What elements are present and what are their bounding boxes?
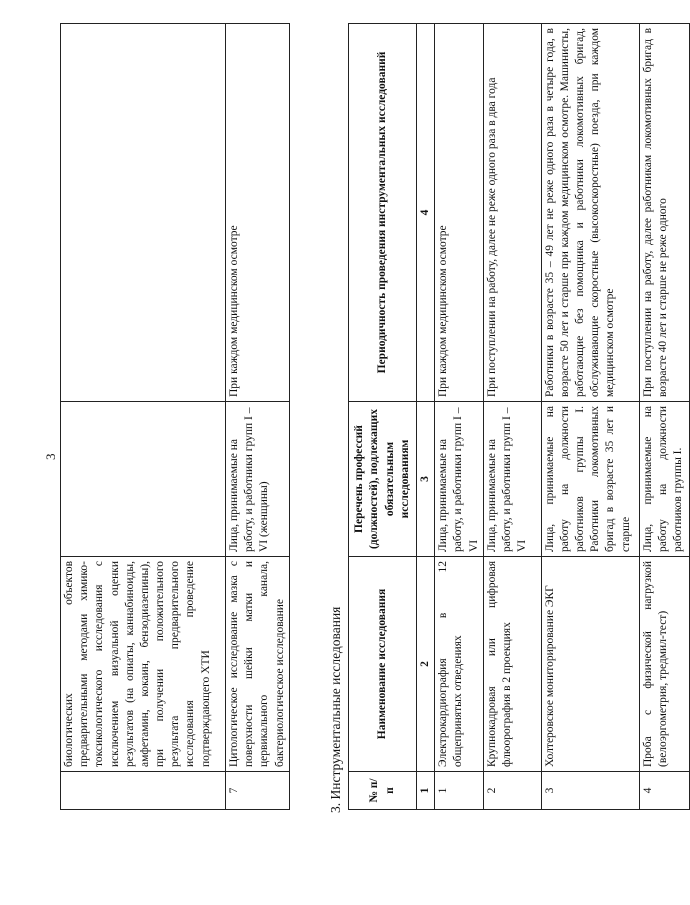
table-row xyxy=(61,24,226,810)
table-row xyxy=(226,24,290,810)
table-row xyxy=(483,24,541,810)
periodicity: При поступлении на работу, далее не реже одного раза в два года xyxy=(483,24,541,402)
column-number-row xyxy=(417,24,435,810)
row-number: 4 xyxy=(639,772,689,810)
col-number: 2 xyxy=(417,557,435,772)
section-title: 3. Инструментальные исследования xyxy=(328,606,343,813)
periodicity: При каждом медицинском осмотре xyxy=(435,24,484,402)
persons-list: Лица, принимаемые на работу, и работники групп I – VI (женщины) xyxy=(226,402,290,557)
study-name: Цитологическое исследование мазка с поверхности шейки матки и цервикального канала, бактериологическое исследование xyxy=(226,557,290,772)
header-persons: Перечень профессий (должностей), подлежащих обязательным исследованиям xyxy=(349,402,417,557)
row-number: 1 xyxy=(435,772,484,810)
periodicity: Работники в возрасте 35 – 49 лет не реже одного раза в четыре года, в возрасте 50 лет и старше при каждом медицинском осмотре. Машинисты, работающие без помощника и работники локомотивных бригад, обслуживающие скоростные (высокоскоростные) поезда, при каждом медицинском осмотре xyxy=(541,24,639,402)
persons-list xyxy=(61,402,226,557)
periodicity xyxy=(61,24,226,402)
header-row xyxy=(349,24,417,810)
table-row xyxy=(639,24,689,810)
instrumental-studies-table xyxy=(348,23,690,810)
row-number: 7 xyxy=(226,772,290,810)
row-number xyxy=(61,772,226,810)
persons-list: Лица, принимаемые на работу на должности работников группы I. xyxy=(639,402,689,557)
page-number: 3 xyxy=(43,453,58,460)
persons-list: Лица, принимаемые на работу, и работники групп I – VI xyxy=(435,402,484,557)
study-name: Крупнокадровая или цифровая флюорография в 2 проекциях xyxy=(483,557,541,772)
header-num: № п/п xyxy=(349,772,417,810)
header-name: Наименование исследования xyxy=(349,557,417,772)
study-name: биологических объектов предварительными методами химико-токсикологического исследования с исключением визуальной оценки результатов (на опиаты, каннабиноиды, амфетамин, кокаин, бензодиазепины), при получении положительного результата предварительного исследования проведение подтверждающего ХТИ xyxy=(61,557,226,772)
col-number: 1 xyxy=(417,772,435,810)
col-number: 3 xyxy=(417,402,435,557)
periodicity: При каждом медицинском осмотре xyxy=(226,24,290,402)
table-row xyxy=(541,24,639,810)
periodicity: При поступлении на работу, далее работникам локомотивных бригад в возрасте 40 лет и старше не реже одного xyxy=(639,24,689,402)
study-name: Электрокардиография в 12 общепринятых отведениях xyxy=(435,557,484,772)
header-period: Периодичность проведения инструментальных исследований xyxy=(349,24,417,402)
study-name: Проба с физической нагрузкой (велоэргометрия, тредмил-тест) xyxy=(639,557,689,772)
study-name: Холтеровское мониторирование ЭКГ xyxy=(541,557,639,772)
row-number: 2 xyxy=(483,772,541,810)
row-number: 3 xyxy=(541,772,639,810)
table-row xyxy=(435,24,484,810)
col-number: 4 xyxy=(417,24,435,402)
persons-list: Лица, принимаемые на работу, и работники групп I – VI xyxy=(483,402,541,557)
continued-table xyxy=(60,23,290,810)
persons-list: Лица, принимаемые на работу на должности работников группы I. Работники локомотивных бригад в возрасте 35 лет и старше xyxy=(541,402,639,557)
